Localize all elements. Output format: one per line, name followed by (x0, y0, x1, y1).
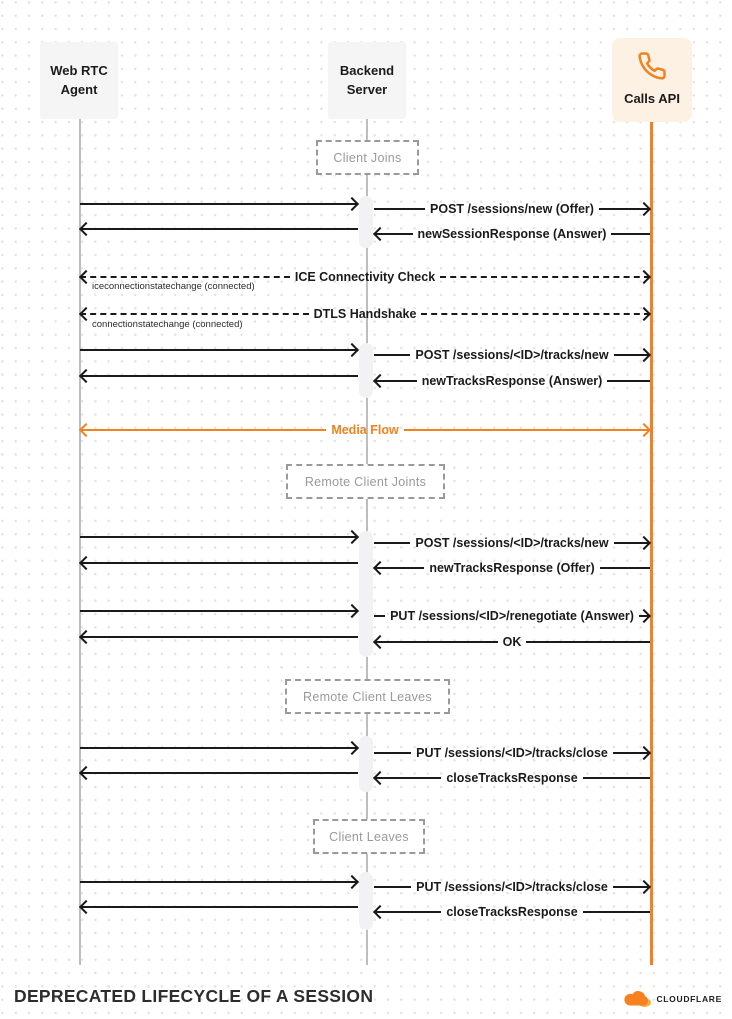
arrowhead-right-icon (637, 307, 651, 321)
actor-label: Calls API (624, 91, 680, 107)
msg-new-tracks-response-offer (374, 556, 650, 580)
arrowhead-right-icon (637, 270, 651, 284)
arrowhead-right-icon (637, 880, 651, 894)
message-label: PUT /sessions/<ID>/tracks/close (416, 879, 608, 894)
message-label: POST /sessions/<ID>/tracks/new (415, 535, 609, 550)
arrow-line (80, 536, 358, 538)
arrow-line (80, 610, 358, 612)
arrow-line (374, 615, 385, 617)
arrow-line (80, 772, 358, 774)
msg-backend-to-webrtc (80, 217, 358, 241)
actor-label: Web RTC Agent (50, 63, 108, 97)
arrowhead-left-icon (79, 630, 93, 644)
section-remote-client-joins (286, 464, 445, 499)
msg-webrtc-to-backend (80, 736, 358, 760)
phone-icon (637, 51, 667, 81)
arrow-line (80, 747, 358, 749)
arrowhead-right-icon (345, 343, 359, 357)
arrow-line (583, 911, 650, 913)
message-label: POST /sessions/<ID>/tracks/new (415, 347, 609, 362)
message-label: DTLS Handshake (313, 306, 417, 321)
section-client-leaves (313, 819, 425, 854)
arrowhead-left-icon (373, 905, 387, 919)
activation-bar (359, 531, 373, 657)
arrow-line (80, 203, 358, 205)
arrow-line (80, 228, 358, 230)
msg-webrtc-to-backend (80, 338, 358, 362)
arrowhead-right-icon (637, 609, 651, 623)
message-label: PUT /sessions/<ID>/renegotiate (Answer) (390, 608, 634, 623)
msg-webrtc-to-backend (80, 599, 358, 623)
cloudflare-cloud-icon (623, 991, 653, 1007)
message-label: OK (502, 634, 522, 649)
arrowhead-right-icon (637, 348, 651, 362)
arrow-line (374, 641, 498, 643)
arrowhead-left-icon (373, 227, 387, 241)
arrow-line (374, 542, 410, 544)
message-label: closeTracksResponse (446, 770, 578, 785)
msg-put-tracks-close (374, 741, 650, 765)
arrowhead-left-icon (79, 766, 93, 780)
arrow-line (374, 752, 411, 754)
arrow-line (374, 354, 410, 356)
message-label: newSessionResponse (Answer) (417, 226, 607, 241)
message-label: ICE Connectivity Check (294, 269, 436, 284)
message-label: POST /sessions/new (Offer) (430, 201, 594, 216)
arrow-line (404, 429, 650, 431)
arrow-line (440, 276, 650, 278)
arrowhead-left-icon (373, 771, 387, 785)
arrow-line (80, 636, 358, 638)
arrowhead-left-icon (373, 374, 387, 388)
msg-webrtc-to-backend (80, 192, 358, 216)
arrowhead-right-icon (637, 202, 651, 216)
section-label: Remote Client Joints (304, 474, 427, 489)
arrow-line (583, 777, 650, 779)
arrow-line (374, 208, 425, 210)
arrow-line (80, 906, 358, 908)
arrowhead-left-icon (79, 270, 93, 284)
msg-close-tracks-response (374, 766, 650, 790)
msg-backend-to-webrtc (80, 761, 358, 785)
arrowhead-right-icon (637, 536, 651, 550)
msg-media-flow (80, 418, 650, 442)
arrow-line (611, 233, 650, 235)
arrow-line (526, 641, 650, 643)
message-label: newTracksResponse (Offer) (429, 560, 595, 575)
arrow-line (80, 349, 358, 351)
event-iceconnectionstatechange: iceconnectionstatechange (connected) (92, 281, 255, 292)
msg-backend-to-webrtc (80, 625, 358, 649)
section-client-joins (316, 140, 419, 175)
arrow-line (80, 429, 326, 431)
activation-bar (359, 343, 373, 398)
arrowhead-left-icon (79, 307, 93, 321)
arrowhead-left-icon (79, 423, 93, 437)
msg-post-sessions-new (374, 197, 650, 221)
event-connectionstatechange: connectionstatechange (connected) (92, 319, 243, 330)
arrow-line (80, 375, 358, 377)
arrowhead-left-icon (79, 900, 93, 914)
arrowhead-left-icon (79, 222, 93, 236)
message-label: closeTracksResponse (446, 904, 578, 919)
message-label: Media Flow (331, 422, 399, 437)
message-label: PUT /sessions/<ID>/tracks/close (416, 745, 608, 760)
arrow-line (600, 567, 650, 569)
arrowhead-right-icon (637, 746, 651, 760)
arrowhead-right-icon (345, 875, 359, 889)
arrowhead-right-icon (345, 741, 359, 755)
arrowhead-right-icon (345, 530, 359, 544)
section-label: Client Leaves (329, 829, 409, 844)
msg-backend-to-webrtc (80, 895, 358, 919)
activation-bar (359, 872, 373, 930)
section-label: Client Joins (333, 150, 402, 165)
actor-label: Backend Server (339, 63, 395, 97)
msg-webrtc-to-backend (80, 525, 358, 549)
actor-calls-api (612, 38, 692, 122)
arrowhead-left-icon (79, 556, 93, 570)
arrow-line (80, 881, 358, 883)
arrow-line (374, 886, 411, 888)
arrow-line (607, 380, 650, 382)
msg-backend-to-webrtc (80, 364, 358, 388)
diagram-title: DEPRECATED LIFECYCLE OF A SESSION (14, 986, 374, 1006)
actor-webrtc-agent (40, 42, 118, 119)
msg-close-tracks-response (374, 900, 650, 924)
activation-bar (359, 196, 373, 248)
msg-put-tracks-close (374, 875, 650, 899)
msg-post-tracks-new (374, 531, 650, 555)
actor-backend-server (328, 42, 406, 119)
arrow-line (421, 313, 650, 315)
arrowhead-left-icon (373, 635, 387, 649)
msg-webrtc-to-backend (80, 870, 358, 894)
cloudflare-logo (623, 991, 722, 1007)
arrow-line (80, 562, 358, 564)
msg-post-tracks-new (374, 343, 650, 367)
msg-put-renegotiate (374, 604, 650, 628)
arrowhead-left-icon (373, 561, 387, 575)
message-label: newTracksResponse (Answer) (421, 373, 603, 388)
arrowhead-left-icon (79, 369, 93, 383)
msg-new-session-response (374, 222, 650, 246)
arrow-line (80, 313, 309, 315)
msg-backend-to-webrtc (80, 551, 358, 575)
msg-new-tracks-response-answer (374, 369, 650, 393)
arrowhead-right-icon (345, 197, 359, 211)
section-label: Remote Client Leaves (303, 689, 432, 704)
cloudflare-wordmark: CLOUDFLARE (656, 994, 722, 1004)
arrow-line (80, 276, 290, 278)
arrowhead-right-icon (345, 604, 359, 618)
msg-ok (374, 630, 650, 654)
activation-bar (359, 736, 373, 792)
arrowhead-right-icon (637, 423, 651, 437)
section-remote-client-leaves (285, 679, 450, 714)
